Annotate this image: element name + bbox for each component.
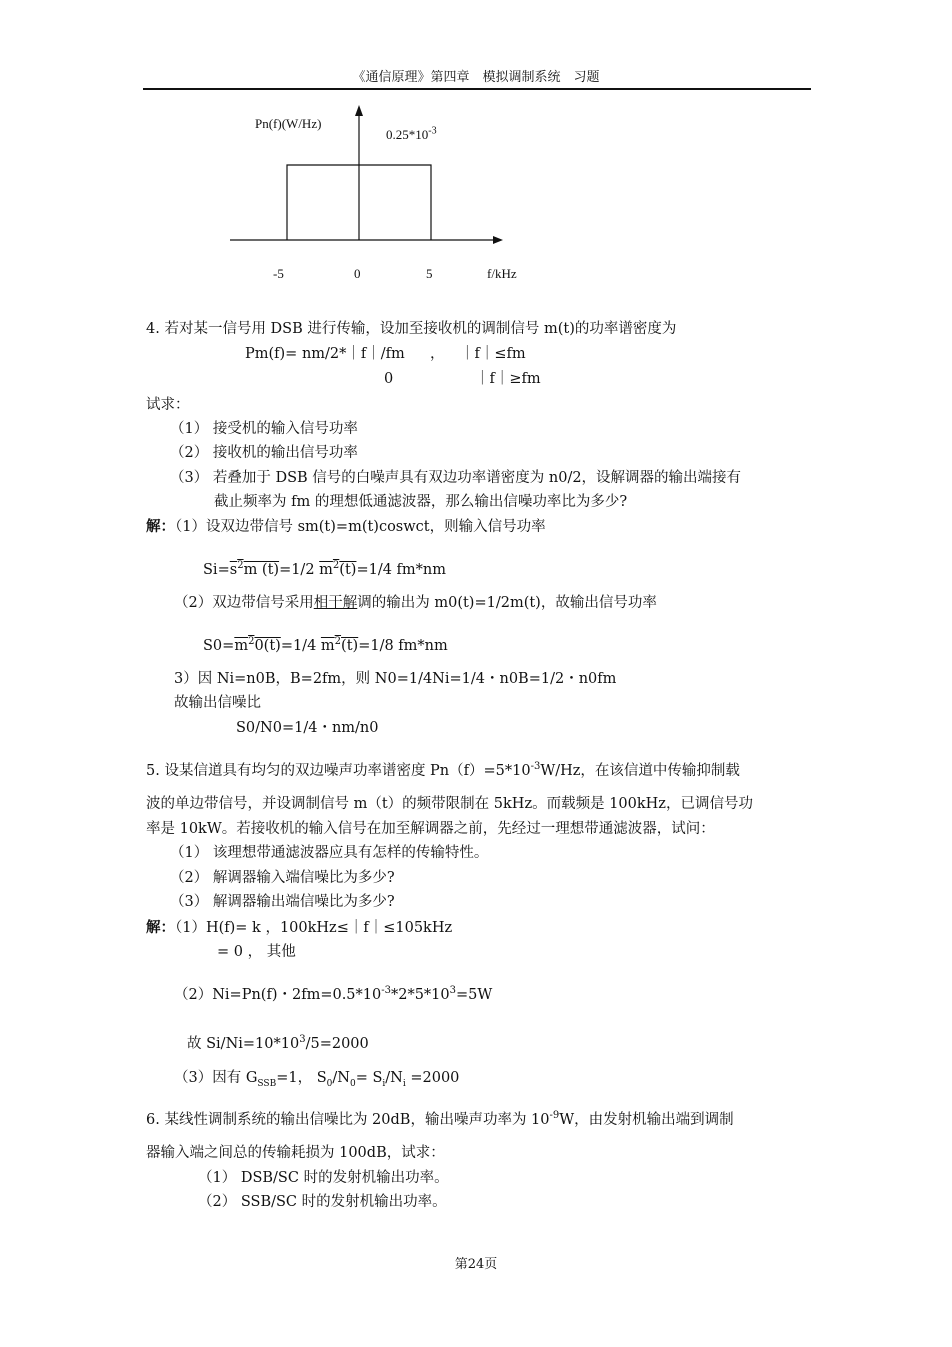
chart-xtick-minus5: -5: [273, 266, 284, 281]
chart-xtick-5: 5: [426, 266, 433, 281]
header-rule: [143, 88, 811, 90]
p5-s4: （3）因有 $G_{SSB}=1$， $S_0/N_0= S_i/N_i =2000$: [174, 1070, 460, 1089]
p4-pm-line2-a: 0: [384, 371, 394, 387]
p4-solution: 解：（1）设双边带信号 sm(t)=m(t)coswct，则输入信号功率: [146, 518, 546, 535]
p6-q1: （1） DSB/SC 时的发射机输出功率。: [198, 1170, 449, 1186]
p5-solution: 解：（1）H(f)= k ，100kHz≤｜f｜≤105kHz: [146, 919, 453, 936]
p5-s1b: = 0 ， 其他: [217, 944, 296, 960]
p4-s2: （2）双边带信号采用相干解调的输出为 m0(t)=1/2m(t)，故输出信号功率: [174, 595, 657, 611]
p5-s3: 故 $Si/Ni=10*10^3/5=2000$: [187, 1034, 369, 1052]
p5-q1: （1） 该理想带通滤波器应具有怎样的传输特性。: [170, 845, 489, 861]
p4-s3-b: 故输出信噪比: [174, 695, 261, 711]
chart-ylabel: Pn(f)(W/Hz): [255, 116, 322, 131]
p4-s3-c: S0/N0=1/4・nm/n0: [236, 720, 379, 736]
page-number: 第24页: [454, 1257, 498, 1272]
p5-stem-line3: 率是 10kW。若接收机的输入信号在加至解调器之前，先经过一理想带通滤波器，试问：: [146, 821, 715, 837]
chart-x-axis-arrow: [493, 236, 503, 244]
chart-level-label: $0.25*10^{-3}$: [386, 125, 437, 142]
p6-stem-line2: 器输入端之间总的传输耗损为 100dB，试求：: [146, 1145, 445, 1161]
p5-stem-line2: 波的单边带信号，并设调制信号 m（t）的频带限制在 5kHz。而载频是 100kHz，已调信号功: [146, 796, 753, 812]
p4-pm-line1-a: Pm(f)= nm/2*｜f｜/fm: [245, 346, 405, 362]
p4-pm-line1-c: ｜f｜≤fm: [460, 346, 526, 362]
p4-q1: （1） 接受机的输入信号功率: [170, 421, 358, 437]
p4-ask: 试求：: [146, 397, 190, 413]
p4-s3: 3）因 Ni=n0B，B=2fm，则 N0=1/4Ni=1/4・n0B=1/2・n0fm: [174, 671, 617, 687]
p5-s2: （2）Ni=Pn(f)・$2fm=0.5*10^{-3}*2*5*10^3=5W$: [174, 985, 493, 1003]
p4-q2: （2） 接收机的输出信号功率: [170, 445, 358, 461]
page-header: 《通信原理》第四章 模拟调制系统 习题: [352, 70, 600, 85]
p4-pm-line2-b: ｜f｜≥fm: [475, 371, 541, 387]
p4-s2-equation: $S0=m^20(t)=1/4$ $m^2(t)=1/8$ fm*nm: [203, 636, 448, 654]
p5-stem-line1: 5. 设某信道具有均匀的双边噪声功率谱密度 $Pn(f)=5*10^{-3}W/Hz$，在该信道中传输抑制载: [146, 761, 740, 779]
chart-y-axis-arrow: [355, 105, 363, 116]
chart-xlabel: f/kHz: [487, 266, 517, 281]
p5-q3: （3） 解调器输出端信噪比为多少?: [170, 894, 395, 910]
p6-q2: （2） SSB/SC 时的发射机输出功率。: [198, 1194, 447, 1210]
p4-s1-equation: $Si=s^2m$ (t)=1/2 $m^2(t)=1/4$ fm*nm: [203, 560, 447, 578]
p4-q3-line2: 截止频率为 fm 的理想低通滤波器，那么输出信噪功率比为多少?: [214, 494, 628, 510]
p4-stem: 4. 若对某一信号用 DSB 进行传输，设加至接收机的调制信号 m(t)的功率谱密度为: [146, 321, 677, 337]
chart-xtick-0: 0: [354, 266, 361, 281]
p5-q2: （2） 解调器输入端信噪比为多少?: [170, 870, 395, 886]
p6-stem-line1: 6. 某线性调制系统的输出信噪比为 20dB，输出噪声功率为 $10^{-9}W$，由发射机输出端到调制: [146, 1110, 734, 1128]
psd-chart: [200, 100, 560, 290]
p4-pm-line1-b: ，: [430, 346, 445, 362]
p4-q3-line1: （3） 若叠加于 DSB 信号的白噪声具有双边功率谱密度为 n0/2，设解调器的输出端接有: [170, 470, 742, 486]
